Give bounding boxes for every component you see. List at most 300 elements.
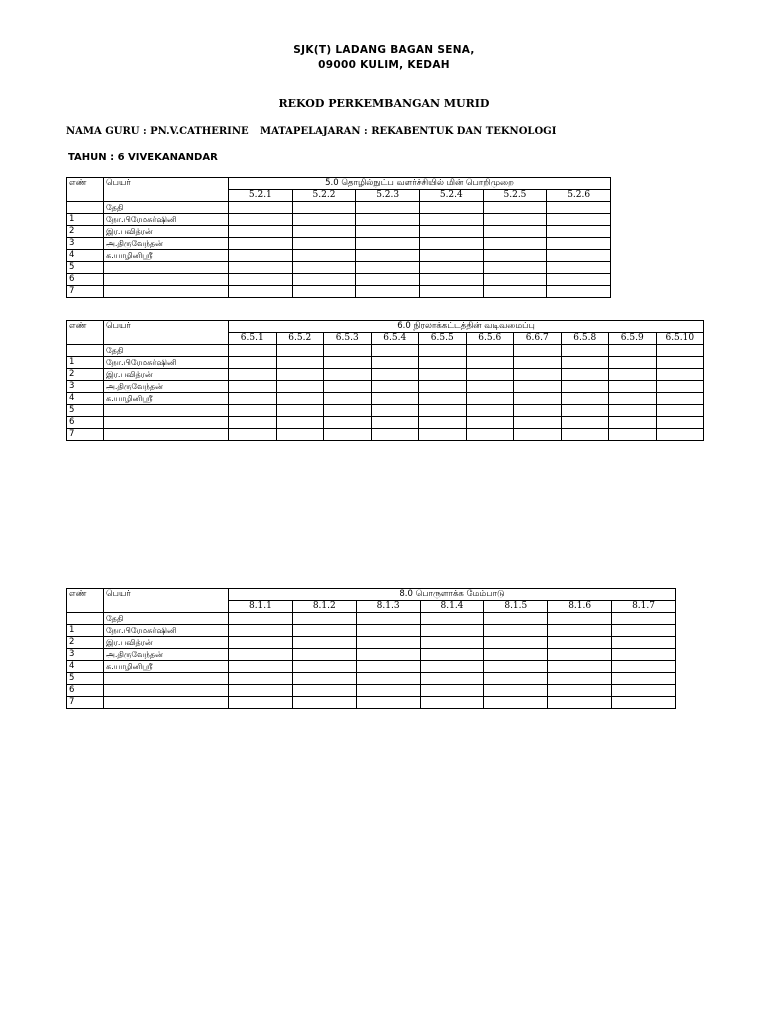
- date-cell[interactable]: [324, 345, 372, 357]
- mark-cell[interactable]: [229, 393, 277, 405]
- student-number: 2: [67, 226, 104, 238]
- student-row: [67, 697, 676, 709]
- mark-cell[interactable]: [356, 238, 420, 250]
- mark-cell[interactable]: [514, 405, 562, 417]
- standard-code: 5.2.5: [483, 190, 547, 202]
- student-row: [67, 661, 676, 673]
- student-row: [67, 673, 676, 685]
- student-number: 7: [67, 429, 104, 441]
- standard-code: 5.2.1: [229, 190, 293, 202]
- mark-cell[interactable]: [561, 393, 609, 405]
- mark-cell[interactable]: [229, 369, 277, 381]
- date-cell[interactable]: [466, 345, 514, 357]
- mark-cell[interactable]: [514, 369, 562, 381]
- num-header: எண்: [67, 178, 104, 202]
- student-row: [67, 226, 611, 238]
- mark-cell[interactable]: [547, 274, 611, 286]
- mark-cell[interactable]: [419, 274, 483, 286]
- mark-cell[interactable]: [419, 405, 467, 417]
- mark-cell[interactable]: [356, 697, 420, 709]
- student-number: 7: [67, 286, 104, 298]
- student-number: 6: [67, 417, 104, 429]
- mark-cell[interactable]: [371, 429, 419, 441]
- mark-cell[interactable]: [229, 250, 293, 262]
- mark-cell[interactable]: [356, 649, 420, 661]
- standard-code: 6.5.10: [656, 333, 704, 345]
- mark-cell[interactable]: [609, 369, 657, 381]
- student-number: 4: [67, 250, 104, 262]
- student-name: [104, 429, 229, 441]
- student-number: 2: [67, 637, 104, 649]
- mark-cell[interactable]: [229, 649, 293, 661]
- mark-cell[interactable]: [229, 685, 293, 697]
- standard-code: 6.5.2: [276, 333, 324, 345]
- student-number: 4: [67, 661, 104, 673]
- school-name: SJK(T) LADANG BAGAN SENA,: [293, 44, 475, 56]
- date-cell[interactable]: [420, 613, 484, 625]
- date-cell[interactable]: [229, 202, 293, 214]
- mark-cell[interactable]: [420, 697, 484, 709]
- student-number: 1: [67, 625, 104, 637]
- mark-cell[interactable]: [561, 429, 609, 441]
- mark-cell[interactable]: [371, 381, 419, 393]
- mark-cell[interactable]: [419, 417, 467, 429]
- mark-cell[interactable]: [609, 429, 657, 441]
- mark-cell[interactable]: [371, 357, 419, 369]
- date-cell[interactable]: [229, 345, 277, 357]
- mark-cell[interactable]: [324, 369, 372, 381]
- mark-cell[interactable]: [371, 405, 419, 417]
- mark-cell[interactable]: [229, 226, 293, 238]
- mark-cell[interactable]: [292, 685, 356, 697]
- standard-code: 6.6.7: [514, 333, 562, 345]
- school-address: 09000 KULIM, KEDAH: [318, 59, 450, 71]
- mark-cell[interactable]: [420, 649, 484, 661]
- mark-cell[interactable]: [612, 685, 676, 697]
- mark-cell[interactable]: [419, 357, 467, 369]
- date-row: [67, 345, 704, 357]
- name-header: பெயர்: [104, 589, 229, 613]
- mark-cell[interactable]: [229, 357, 277, 369]
- mark-cell[interactable]: [561, 405, 609, 417]
- student-name: [104, 274, 229, 286]
- mark-cell[interactable]: [229, 274, 293, 286]
- progress-table-6: [66, 320, 704, 441]
- student-name: அ.திருவேந்தன்: [104, 649, 229, 661]
- mark-cell[interactable]: [547, 250, 611, 262]
- student-row: [67, 262, 611, 274]
- date-label: தேதி: [104, 613, 229, 625]
- mark-cell[interactable]: [420, 625, 484, 637]
- mark-cell[interactable]: [612, 661, 676, 673]
- mark-cell[interactable]: [419, 429, 467, 441]
- mark-cell[interactable]: [514, 429, 562, 441]
- standard-code: 6.5.6: [466, 333, 514, 345]
- mark-cell[interactable]: [276, 393, 324, 405]
- mark-cell[interactable]: [229, 661, 293, 673]
- standard-code: 8.1.3: [356, 601, 420, 613]
- mark-cell[interactable]: [276, 429, 324, 441]
- date-cell[interactable]: [292, 202, 356, 214]
- mark-cell[interactable]: [356, 685, 420, 697]
- mark-cell[interactable]: [419, 393, 467, 405]
- table-header-row: [67, 321, 704, 333]
- student-row: [67, 274, 611, 286]
- mark-cell[interactable]: [548, 661, 612, 673]
- mark-cell[interactable]: [483, 238, 547, 250]
- student-number: 4: [67, 393, 104, 405]
- date-cell[interactable]: [561, 345, 609, 357]
- student-row: [67, 685, 676, 697]
- mark-cell[interactable]: [484, 685, 548, 697]
- date-num-cell: [67, 345, 104, 357]
- mark-cell[interactable]: [229, 381, 277, 393]
- mark-cell[interactable]: [292, 697, 356, 709]
- mark-cell[interactable]: [561, 417, 609, 429]
- mark-cell[interactable]: [561, 357, 609, 369]
- student-number: 6: [67, 274, 104, 286]
- student-name: [104, 417, 229, 429]
- standard-code: 8.1.7: [612, 601, 676, 613]
- standard-code: 5.2.6: [547, 190, 611, 202]
- mark-cell[interactable]: [656, 381, 704, 393]
- student-name: க.யாழினிஸ்ரீ: [104, 661, 229, 673]
- mark-cell[interactable]: [466, 405, 514, 417]
- mark-cell[interactable]: [356, 274, 420, 286]
- mark-cell[interactable]: [292, 286, 356, 298]
- student-name: [104, 405, 229, 417]
- standard-code: 6.5.9: [609, 333, 657, 345]
- student-name: நோ.பிரேமசுர்ஷினி: [104, 625, 229, 637]
- student-number: 5: [67, 405, 104, 417]
- mark-cell[interactable]: [548, 685, 612, 697]
- mark-cell[interactable]: [356, 286, 420, 298]
- student-row: [67, 393, 704, 405]
- standard-code: 8.1.5: [484, 601, 548, 613]
- mark-cell[interactable]: [292, 637, 356, 649]
- student-row: [67, 369, 704, 381]
- student-name: [104, 286, 229, 298]
- mark-cell[interactable]: [419, 238, 483, 250]
- mark-cell[interactable]: [483, 214, 547, 226]
- num-header: எண்: [67, 589, 104, 613]
- mark-cell[interactable]: [612, 625, 676, 637]
- mark-cell[interactable]: [483, 226, 547, 238]
- progress-table-8: [66, 588, 676, 709]
- mark-cell[interactable]: [292, 673, 356, 685]
- table-header-row: [67, 589, 676, 601]
- student-name: அ.திருவேந்தன்: [104, 238, 229, 250]
- mark-cell[interactable]: [419, 286, 483, 298]
- date-cell[interactable]: [483, 202, 547, 214]
- student-row: [67, 214, 611, 226]
- mark-cell[interactable]: [324, 393, 372, 405]
- mark-cell[interactable]: [276, 417, 324, 429]
- student-name: இர.பவித்ரன்: [104, 369, 229, 381]
- student-name: இர.பவித்ரன்: [104, 637, 229, 649]
- standard-code: 6.5.5: [419, 333, 467, 345]
- mark-cell[interactable]: [547, 226, 611, 238]
- topic-heading: 5.0 தொழில்நுட்ப வளர்ச்சியில் மின் பொறிமுறை: [229, 178, 611, 190]
- student-row: [67, 238, 611, 250]
- mark-cell[interactable]: [483, 250, 547, 262]
- mark-cell[interactable]: [371, 393, 419, 405]
- student-row: [67, 286, 611, 298]
- mark-cell[interactable]: [229, 637, 293, 649]
- date-cell[interactable]: [419, 345, 467, 357]
- mark-cell[interactable]: [292, 649, 356, 661]
- student-name: அ.திருவேந்தன்: [104, 381, 229, 393]
- standard-code: 5.2.3: [356, 190, 420, 202]
- mark-cell[interactable]: [419, 250, 483, 262]
- mark-cell[interactable]: [548, 637, 612, 649]
- mark-cell[interactable]: [419, 262, 483, 274]
- mark-cell[interactable]: [276, 405, 324, 417]
- progress-table-5: [66, 177, 611, 298]
- date-row: [67, 202, 611, 214]
- mark-cell[interactable]: [483, 262, 547, 274]
- mark-cell[interactable]: [419, 214, 483, 226]
- mark-cell[interactable]: [420, 661, 484, 673]
- mark-cell[interactable]: [420, 673, 484, 685]
- mark-cell[interactable]: [292, 250, 356, 262]
- date-label: தேதி: [104, 202, 229, 214]
- mark-cell[interactable]: [484, 637, 548, 649]
- mark-cell[interactable]: [609, 393, 657, 405]
- mark-cell[interactable]: [229, 214, 293, 226]
- date-cell[interactable]: [292, 613, 356, 625]
- student-name: க.யாழினிஸ்ரீ: [104, 393, 229, 405]
- mark-cell[interactable]: [609, 381, 657, 393]
- student-row: [67, 250, 611, 262]
- mark-cell[interactable]: [419, 381, 467, 393]
- topic-heading: 6.0 நிரலாக்கட்டத்தின் வடிவமைப்பு: [229, 321, 704, 333]
- mark-cell[interactable]: [548, 673, 612, 685]
- mark-cell[interactable]: [324, 357, 372, 369]
- student-number: 6: [67, 685, 104, 697]
- mark-cell[interactable]: [656, 417, 704, 429]
- date-cell[interactable]: [514, 345, 562, 357]
- mark-cell[interactable]: [484, 649, 548, 661]
- date-cell[interactable]: [548, 613, 612, 625]
- mark-cell[interactable]: [609, 417, 657, 429]
- student-name: க.யாழினிஸ்ரீ: [104, 250, 229, 262]
- class-year: TAHUN : 6 VIVEKANANDAR: [68, 152, 218, 163]
- mark-cell[interactable]: [356, 226, 420, 238]
- mark-cell[interactable]: [292, 625, 356, 637]
- date-num-cell: [67, 613, 104, 625]
- mark-cell[interactable]: [483, 286, 547, 298]
- standard-code: 8.1.1: [229, 601, 293, 613]
- mark-cell[interactable]: [356, 214, 420, 226]
- student-name: நோ.பிரேமசுர்ஷினி: [104, 214, 229, 226]
- student-number: 2: [67, 369, 104, 381]
- student-row: [67, 637, 676, 649]
- date-cell[interactable]: [419, 202, 483, 214]
- student-row: [67, 417, 704, 429]
- mark-cell[interactable]: [292, 262, 356, 274]
- mark-cell[interactable]: [466, 417, 514, 429]
- standard-code: 8.1.2: [292, 601, 356, 613]
- date-cell[interactable]: [609, 345, 657, 357]
- date-label: தேதி: [104, 345, 229, 357]
- mark-cell[interactable]: [466, 369, 514, 381]
- mark-cell[interactable]: [483, 274, 547, 286]
- mark-cell[interactable]: [514, 417, 562, 429]
- student-number: 3: [67, 238, 104, 250]
- student-row: [67, 625, 676, 637]
- student-name: [104, 673, 229, 685]
- mark-cell[interactable]: [356, 250, 420, 262]
- mark-cell[interactable]: [547, 286, 611, 298]
- student-number: 3: [67, 381, 104, 393]
- mark-cell[interactable]: [419, 369, 467, 381]
- standard-code: 8.1.4: [420, 601, 484, 613]
- standard-code: 6.5.8: [561, 333, 609, 345]
- mark-cell[interactable]: [292, 214, 356, 226]
- subject-name: MATAPELAJARAN : REKABENTUK DAN TEKNOLOGI: [260, 126, 557, 137]
- mark-cell[interactable]: [514, 381, 562, 393]
- mark-cell[interactable]: [276, 381, 324, 393]
- page-title: REKOD PERKEMBANGAN MURID: [278, 97, 490, 110]
- date-cell[interactable]: [356, 202, 420, 214]
- mark-cell[interactable]: [484, 673, 548, 685]
- mark-cell[interactable]: [229, 262, 293, 274]
- mark-cell[interactable]: [324, 429, 372, 441]
- mark-cell[interactable]: [484, 661, 548, 673]
- mark-cell[interactable]: [420, 685, 484, 697]
- date-cell[interactable]: [547, 202, 611, 214]
- mark-cell[interactable]: [466, 357, 514, 369]
- mark-cell[interactable]: [292, 226, 356, 238]
- mark-cell[interactable]: [561, 369, 609, 381]
- date-cell[interactable]: [276, 345, 324, 357]
- mark-cell[interactable]: [229, 673, 293, 685]
- student-number: 5: [67, 673, 104, 685]
- standard-code: 6.5.1: [229, 333, 277, 345]
- date-cell[interactable]: [371, 345, 419, 357]
- mark-cell[interactable]: [229, 429, 277, 441]
- teacher-name: NAMA GURU : PN.V.CATHERINE: [66, 126, 249, 137]
- mark-cell[interactable]: [324, 381, 372, 393]
- mark-cell[interactable]: [356, 673, 420, 685]
- standard-code: 8.1.6: [548, 601, 612, 613]
- student-number: 1: [67, 357, 104, 369]
- mark-cell[interactable]: [371, 369, 419, 381]
- mark-cell[interactable]: [229, 697, 293, 709]
- mark-cell[interactable]: [466, 381, 514, 393]
- standard-code: 6.5.3: [324, 333, 372, 345]
- mark-cell[interactable]: [276, 369, 324, 381]
- student-number: 7: [67, 697, 104, 709]
- mark-cell[interactable]: [356, 262, 420, 274]
- student-number: 1: [67, 214, 104, 226]
- student-name: இர.பவித்ரன்: [104, 226, 229, 238]
- student-row: [67, 357, 704, 369]
- standard-code: 5.2.4: [419, 190, 483, 202]
- mark-cell[interactable]: [656, 429, 704, 441]
- mark-cell[interactable]: [609, 405, 657, 417]
- mark-cell[interactable]: [561, 381, 609, 393]
- mark-cell[interactable]: [612, 649, 676, 661]
- mark-cell[interactable]: [612, 637, 676, 649]
- mark-cell[interactable]: [484, 625, 548, 637]
- student-name: [104, 685, 229, 697]
- mark-cell[interactable]: [229, 286, 293, 298]
- mark-cell[interactable]: [356, 637, 420, 649]
- student-row: [67, 381, 704, 393]
- mark-cell[interactable]: [371, 417, 419, 429]
- date-num-cell: [67, 202, 104, 214]
- mark-cell[interactable]: [292, 274, 356, 286]
- mark-cell[interactable]: [229, 417, 277, 429]
- mark-cell[interactable]: [548, 697, 612, 709]
- mark-cell[interactable]: [656, 369, 704, 381]
- mark-cell[interactable]: [276, 357, 324, 369]
- mark-cell[interactable]: [612, 673, 676, 685]
- num-header: எண்: [67, 321, 104, 345]
- student-number: 5: [67, 262, 104, 274]
- name-header: பெயர்: [104, 178, 229, 202]
- topic-heading: 8.0 பொருளாக்க மேம்பாடு: [229, 589, 676, 601]
- table-header-row: [67, 178, 611, 190]
- mark-cell[interactable]: [484, 697, 548, 709]
- standard-code: 6.5.4: [371, 333, 419, 345]
- mark-cell[interactable]: [229, 238, 293, 250]
- mark-cell[interactable]: [548, 649, 612, 661]
- mark-cell[interactable]: [419, 226, 483, 238]
- mark-cell[interactable]: [547, 214, 611, 226]
- student-number: 3: [67, 649, 104, 661]
- mark-cell[interactable]: [324, 405, 372, 417]
- student-row: [67, 649, 676, 661]
- date-row: [67, 613, 676, 625]
- student-name: நோ.பிரேமசுர்ஷினி: [104, 357, 229, 369]
- student-name: [104, 262, 229, 274]
- mark-cell[interactable]: [656, 405, 704, 417]
- mark-cell[interactable]: [229, 625, 293, 637]
- mark-cell[interactable]: [229, 405, 277, 417]
- mark-cell[interactable]: [656, 357, 704, 369]
- student-row: [67, 405, 704, 417]
- date-cell[interactable]: [356, 613, 420, 625]
- mark-cell[interactable]: [420, 637, 484, 649]
- mark-cell[interactable]: [356, 661, 420, 673]
- standard-code: 5.2.2: [292, 190, 356, 202]
- mark-cell[interactable]: [292, 238, 356, 250]
- mark-cell[interactable]: [466, 429, 514, 441]
- name-header: பெயர்: [104, 321, 229, 345]
- mark-cell[interactable]: [609, 357, 657, 369]
- mark-cell[interactable]: [612, 697, 676, 709]
- mark-cell[interactable]: [356, 625, 420, 637]
- date-cell[interactable]: [229, 613, 293, 625]
- mark-cell[interactable]: [514, 357, 562, 369]
- date-cell[interactable]: [656, 345, 704, 357]
- mark-cell[interactable]: [466, 393, 514, 405]
- mark-cell[interactable]: [547, 238, 611, 250]
- date-cell[interactable]: [612, 613, 676, 625]
- mark-cell[interactable]: [548, 625, 612, 637]
- mark-cell[interactable]: [514, 393, 562, 405]
- mark-cell[interactable]: [547, 262, 611, 274]
- mark-cell[interactable]: [656, 393, 704, 405]
- mark-cell[interactable]: [324, 417, 372, 429]
- mark-cell[interactable]: [292, 661, 356, 673]
- student-name: [104, 697, 229, 709]
- student-row: [67, 429, 704, 441]
- date-cell[interactable]: [484, 613, 548, 625]
